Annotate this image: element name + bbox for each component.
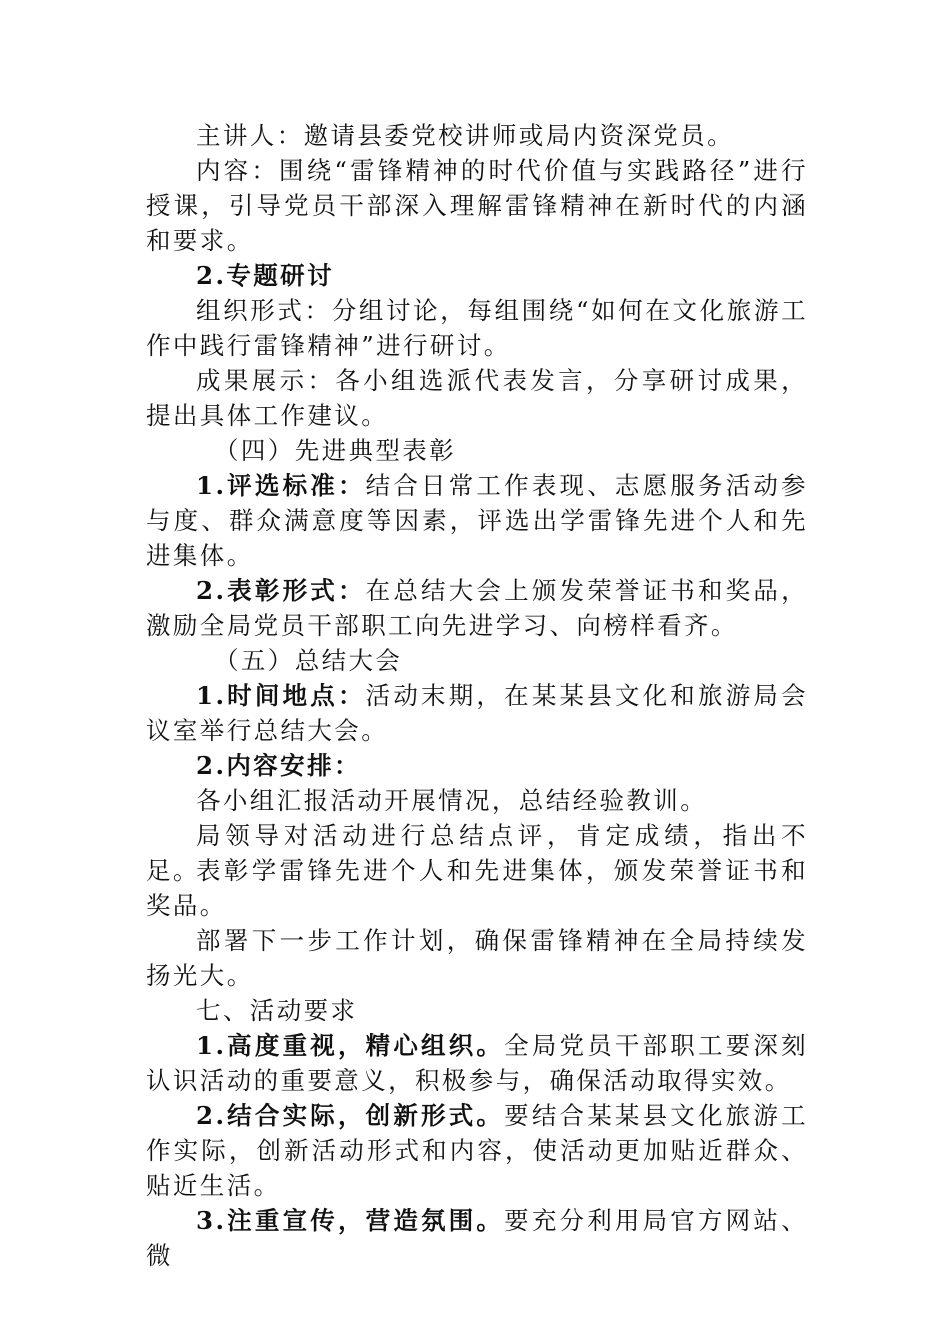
bold-lead: 2.专题研讨 bbox=[196, 261, 334, 290]
section-heading-summary bbox=[146, 643, 808, 678]
paragraph-commendation-form bbox=[146, 573, 808, 643]
paragraph-text: 各小组汇报活动开展情况，总结经验教训。 bbox=[196, 786, 708, 815]
paragraph-text: 要结合某某县文化旅游工作实际，创新活动形式和内容，使活动更加贴近群众、贴近生活。 bbox=[146, 1101, 808, 1200]
paragraph-text: 活动末期，在某某县文化和旅游局会议室举行总结大会。 bbox=[146, 681, 808, 745]
paragraph-organization-form bbox=[146, 293, 808, 363]
bold-lead: 3.注重宣传，营造氛围。 bbox=[196, 1206, 505, 1235]
paragraph-requirement-3 bbox=[146, 1203, 808, 1273]
paragraph-text: 要充分利用局官方网站、微 bbox=[146, 1206, 808, 1270]
paragraph-content-arrangement bbox=[146, 748, 808, 783]
section-heading-commendation bbox=[146, 433, 808, 468]
paragraph-group-report bbox=[146, 783, 808, 818]
section-title: 七、活动要求 bbox=[196, 996, 358, 1025]
paragraph-requirement-1 bbox=[146, 1028, 808, 1098]
paragraph-results-display bbox=[146, 363, 808, 433]
bold-lead: 2.内容安排： bbox=[196, 751, 361, 780]
section-title: （四）先进典型表彰 bbox=[214, 436, 457, 465]
paragraph-selection-criteria bbox=[146, 468, 808, 573]
paragraph-text: 全局党员干部职工要深刻认识活动的重要意义，积极参与，确保活动取得实效。 bbox=[146, 1031, 808, 1095]
paragraph-lecture-content bbox=[146, 153, 808, 258]
paragraph-lecturer bbox=[146, 118, 808, 153]
paragraph-next-plan bbox=[146, 923, 808, 993]
bold-lead: 1.高度重视，精心组织。 bbox=[196, 1031, 505, 1060]
paragraph-text: 成果展示：各小组选派代表发言，分享研讨成果，提出具体工作建议。 bbox=[146, 366, 808, 430]
paragraph-seminar-heading bbox=[146, 258, 808, 293]
section-title: （五）总结大会 bbox=[214, 646, 403, 675]
bold-lead: 1.评选标准： bbox=[196, 471, 366, 500]
paragraph-text: 部署下一步工作计划，确保雷锋精神在全局持续发扬光大。 bbox=[146, 926, 808, 990]
paragraph-text: 局领导对活动进行总结点评，肯定成绩，指出不足。 bbox=[146, 821, 808, 885]
section-heading-requirements bbox=[146, 993, 808, 1028]
paragraph-text: 表彰学雷锋先进个人和先进集体，颁发荣誉证书和奖品。 bbox=[146, 856, 808, 920]
paragraph-text: 在总结大会上颁发荣誉证书和奖品，激励全局党员干部职工向先进学习、向榜样看齐。 bbox=[146, 576, 808, 640]
paragraph-text: 主讲人：邀请县委党校讲师或局内资深党员。 bbox=[196, 121, 734, 150]
bold-lead: 2.结合实际，创新形式。 bbox=[196, 1101, 505, 1130]
paragraph-time-place bbox=[146, 678, 808, 748]
bold-lead: 1.时间地点： bbox=[196, 681, 366, 710]
paragraph-award bbox=[146, 853, 808, 923]
paragraph-text: 结合日常工作表现、志愿服务活动参与度、群众满意度等因素，评选出学雷锋先进个人和先进集体。 bbox=[146, 471, 808, 570]
paragraph-requirement-2 bbox=[146, 1098, 808, 1203]
bold-lead: 2.表彰形式： bbox=[196, 576, 366, 605]
paragraph-text: 内容：围绕“雷锋精神的时代价值与实践路径”进行授课，引导党员干部深入理解雷锋精神在新时代的内涵和要求。 bbox=[146, 156, 808, 255]
paragraph-text: 组织形式：分组讨论，每组围绕“如何在文化旅游工作中践行雷锋精神”进行研讨。 bbox=[146, 296, 808, 360]
